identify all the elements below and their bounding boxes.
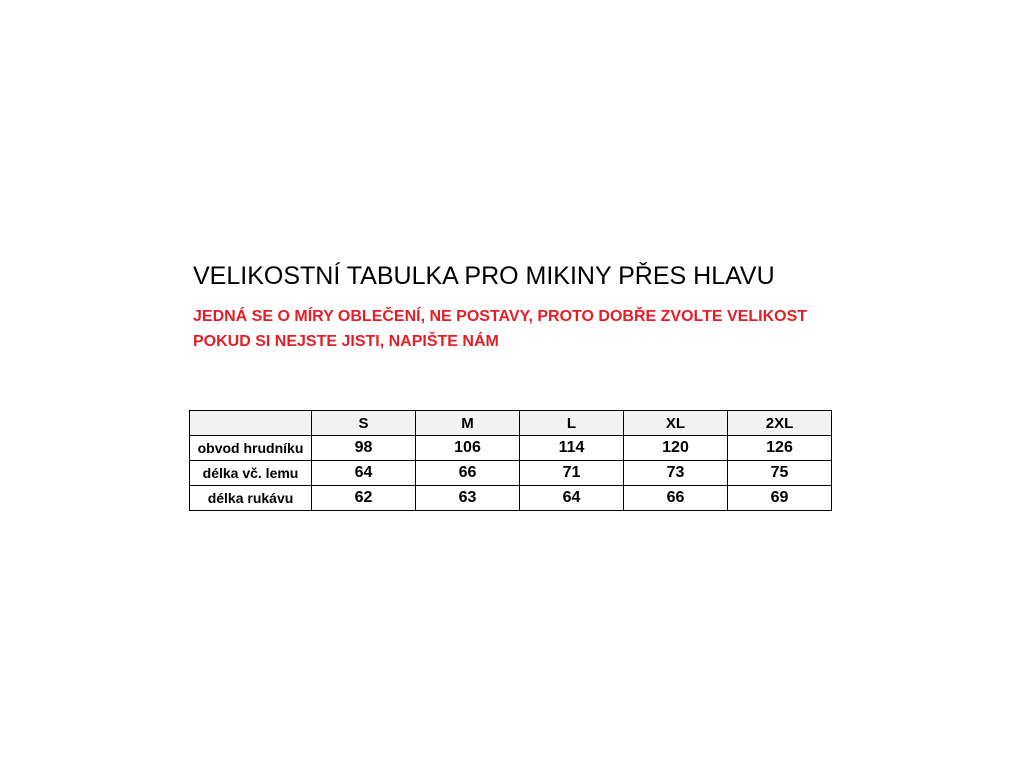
table-cell: 120	[624, 436, 728, 461]
table-cell: 66	[416, 461, 520, 486]
size-header-l: L	[520, 411, 624, 436]
warning-note: JEDNÁ SE O MÍRY OBLEČENÍ, NE POSTAVY, PROTO DOBŘE ZVOLTE VELIKOST	[193, 308, 808, 325]
table-row	[190, 486, 832, 511]
contact-note: POKUD SI NEJSTE JISTI, NAPIŠTE NÁM	[193, 333, 499, 350]
page-title: VELIKOSTNÍ TABULKA PRO MIKINY PŘES HLAVU	[193, 262, 775, 290]
table-cell: 106	[416, 436, 520, 461]
table-corner-cell	[190, 411, 312, 436]
table-cell: 71	[520, 461, 624, 486]
table-row	[190, 436, 832, 461]
size-header-2xl: 2XL	[728, 411, 832, 436]
row-label-sleeve: délka rukávu	[190, 486, 312, 511]
table-header-row	[190, 411, 832, 436]
table-cell: 126	[728, 436, 832, 461]
table-row	[190, 461, 832, 486]
row-label-chest: obvod hrudníku	[190, 436, 312, 461]
table-cell: 75	[728, 461, 832, 486]
table-cell: 63	[416, 486, 520, 511]
table-cell: 62	[312, 486, 416, 511]
table-cell: 98	[312, 436, 416, 461]
size-header-xl: XL	[624, 411, 728, 436]
size-table	[189, 410, 832, 511]
table-cell: 66	[624, 486, 728, 511]
size-header-m: M	[416, 411, 520, 436]
row-label-length: délka vč. lemu	[190, 461, 312, 486]
table-cell: 64	[312, 461, 416, 486]
table-cell: 64	[520, 486, 624, 511]
table-cell: 114	[520, 436, 624, 461]
size-header-s: S	[312, 411, 416, 436]
table-cell: 73	[624, 461, 728, 486]
table-cell: 69	[728, 486, 832, 511]
